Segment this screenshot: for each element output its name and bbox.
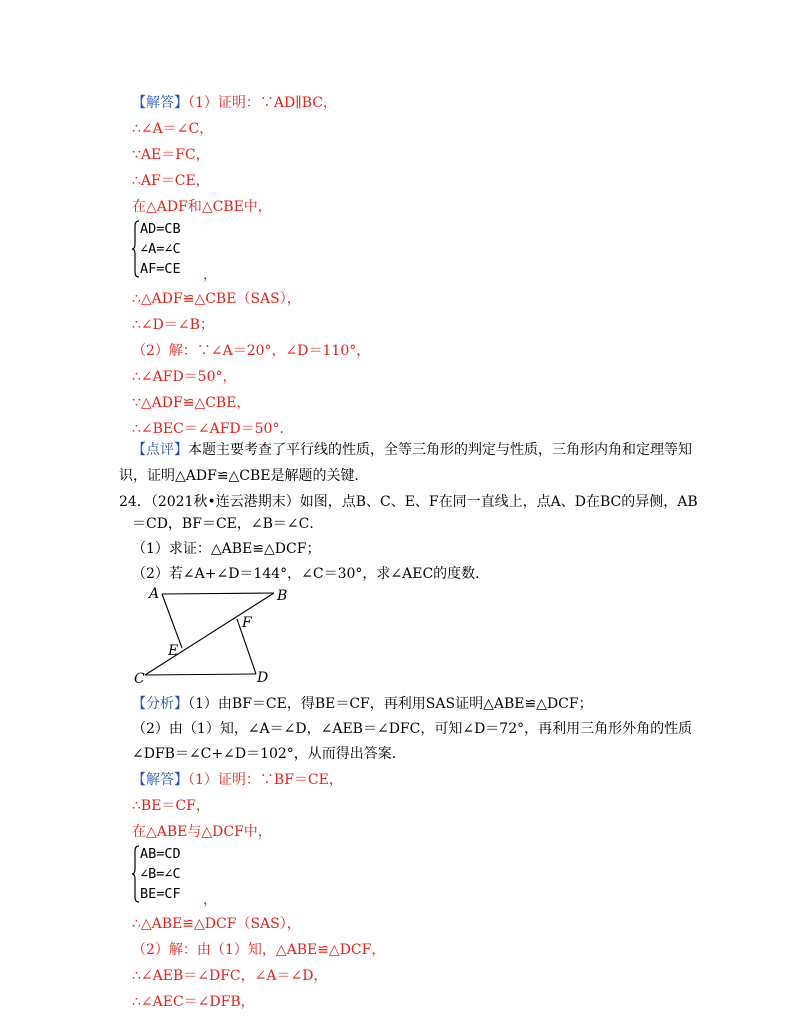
solution2-line-5: （2）解：由（1）知，△ABE≌△DCF， bbox=[132, 942, 386, 958]
answer-tag: 【解答】 bbox=[132, 772, 188, 788]
solution-line-4: ∴AF＝CE， bbox=[132, 173, 210, 189]
solution2-line-2: ∴BE＝CF， bbox=[132, 798, 210, 814]
geometry-figure bbox=[134, 584, 300, 688]
solution-line-8: （2）解：∵∠A＝20°，∠D＝110°， bbox=[132, 343, 371, 359]
answer-text: （1）证明：∵BF＝CE， bbox=[188, 772, 343, 788]
label-e: E bbox=[168, 643, 179, 659]
answer-text: （1）证明：∵AD∥BC， bbox=[188, 95, 337, 111]
solution2-line-6: ∴∠AEB＝∠DFC，∠A＝∠D， bbox=[132, 968, 328, 984]
solution2-line-1 bbox=[132, 770, 343, 790]
system-row: AF=CE bbox=[140, 261, 181, 277]
label-d: D bbox=[257, 670, 269, 686]
segment-cd bbox=[145, 674, 256, 675]
system-row: ∠B=∠C bbox=[140, 866, 181, 882]
system-comma: ， bbox=[203, 267, 217, 283]
answer-tag: 【解答】 bbox=[132, 95, 188, 111]
solution-line-1 bbox=[132, 93, 337, 113]
solution2-line-4: ∴△ABE≌△DCF（SAS）， bbox=[132, 916, 301, 932]
review-line-1 bbox=[132, 440, 692, 460]
question-line-2: ＝CD，BF＝CE，∠B＝∠C． bbox=[132, 516, 324, 532]
solution-line-3: ∵AE＝FC， bbox=[132, 147, 210, 163]
solution-line-7: ∴∠D＝∠B； bbox=[132, 317, 214, 333]
question-sub-2: （2）若∠A+∠D＝144°，∠C＝30°，求∠AEC的度数． bbox=[132, 566, 490, 582]
review-line-2: 识，证明△ADF≌△CBE是解题的关键． bbox=[119, 468, 369, 484]
analysis-line-2: （2）由（1）知，∠A＝∠D，∠AEB＝∠DFC，可知∠D＝72°，再利用三角形外角的性质 bbox=[132, 721, 693, 737]
review-tag: 【点评】 bbox=[132, 442, 188, 458]
system-comma: ， bbox=[203, 892, 217, 908]
solution2-line-7: ∴∠AEC＝∠DFB， bbox=[132, 994, 255, 1010]
system-row: AB=CD bbox=[140, 846, 181, 862]
system-row: AD=CB bbox=[140, 221, 181, 237]
label-a: A bbox=[149, 586, 160, 602]
solution-line-11: ∴∠BEC＝∠AFD＝50°． bbox=[132, 421, 294, 437]
label-c: C bbox=[134, 671, 145, 687]
system-row: ∠A=∠C bbox=[140, 241, 181, 257]
solution-line-2: ∴∠A＝∠C， bbox=[132, 121, 214, 137]
segment-ab bbox=[162, 593, 274, 594]
analysis-line-3: ∠DFB＝∠C+∠D＝102°，从而得出答案． bbox=[132, 746, 406, 762]
label-b: B bbox=[277, 588, 288, 604]
brace-icon bbox=[132, 845, 140, 903]
question-number: 24． bbox=[119, 494, 151, 510]
brace-icon bbox=[132, 220, 140, 278]
question-line-1 bbox=[119, 492, 698, 512]
segment-bc bbox=[145, 593, 274, 675]
solution-line-5: 在△ADF和△CBE中， bbox=[132, 199, 272, 215]
question-text: （2021秋•连云港期末）如图，点B、C、E、F在同一直线上，点A、D在BC的异侧，AB bbox=[150, 494, 698, 510]
system-row: BE=CF bbox=[140, 886, 181, 902]
label-f: F bbox=[242, 615, 252, 631]
solution2-line-3: 在△ABE与△DCF中， bbox=[132, 824, 272, 840]
solution-line-9: ∴∠AFD＝50°， bbox=[132, 369, 237, 385]
solution-line-6: ∴△ADF≌△CBE（SAS）， bbox=[132, 291, 301, 307]
analysis-tag: 【分析】 bbox=[132, 696, 188, 712]
solution-line-10: ∵△ADF≌△CBE， bbox=[132, 395, 251, 411]
review-text: 本题主要考查了平行线的性质，全等三角形的判定与性质，三角形内角和定理等知 bbox=[188, 442, 692, 458]
analysis-line-1 bbox=[132, 694, 593, 714]
question-sub-1: （1）求证：△ABE≌△DCF； bbox=[132, 541, 321, 557]
analysis-text: （1）由BF＝CE，得BE＝CF，再利用SAS证明△ABE≌△DCF； bbox=[188, 696, 593, 712]
segment-ae bbox=[162, 594, 182, 648]
